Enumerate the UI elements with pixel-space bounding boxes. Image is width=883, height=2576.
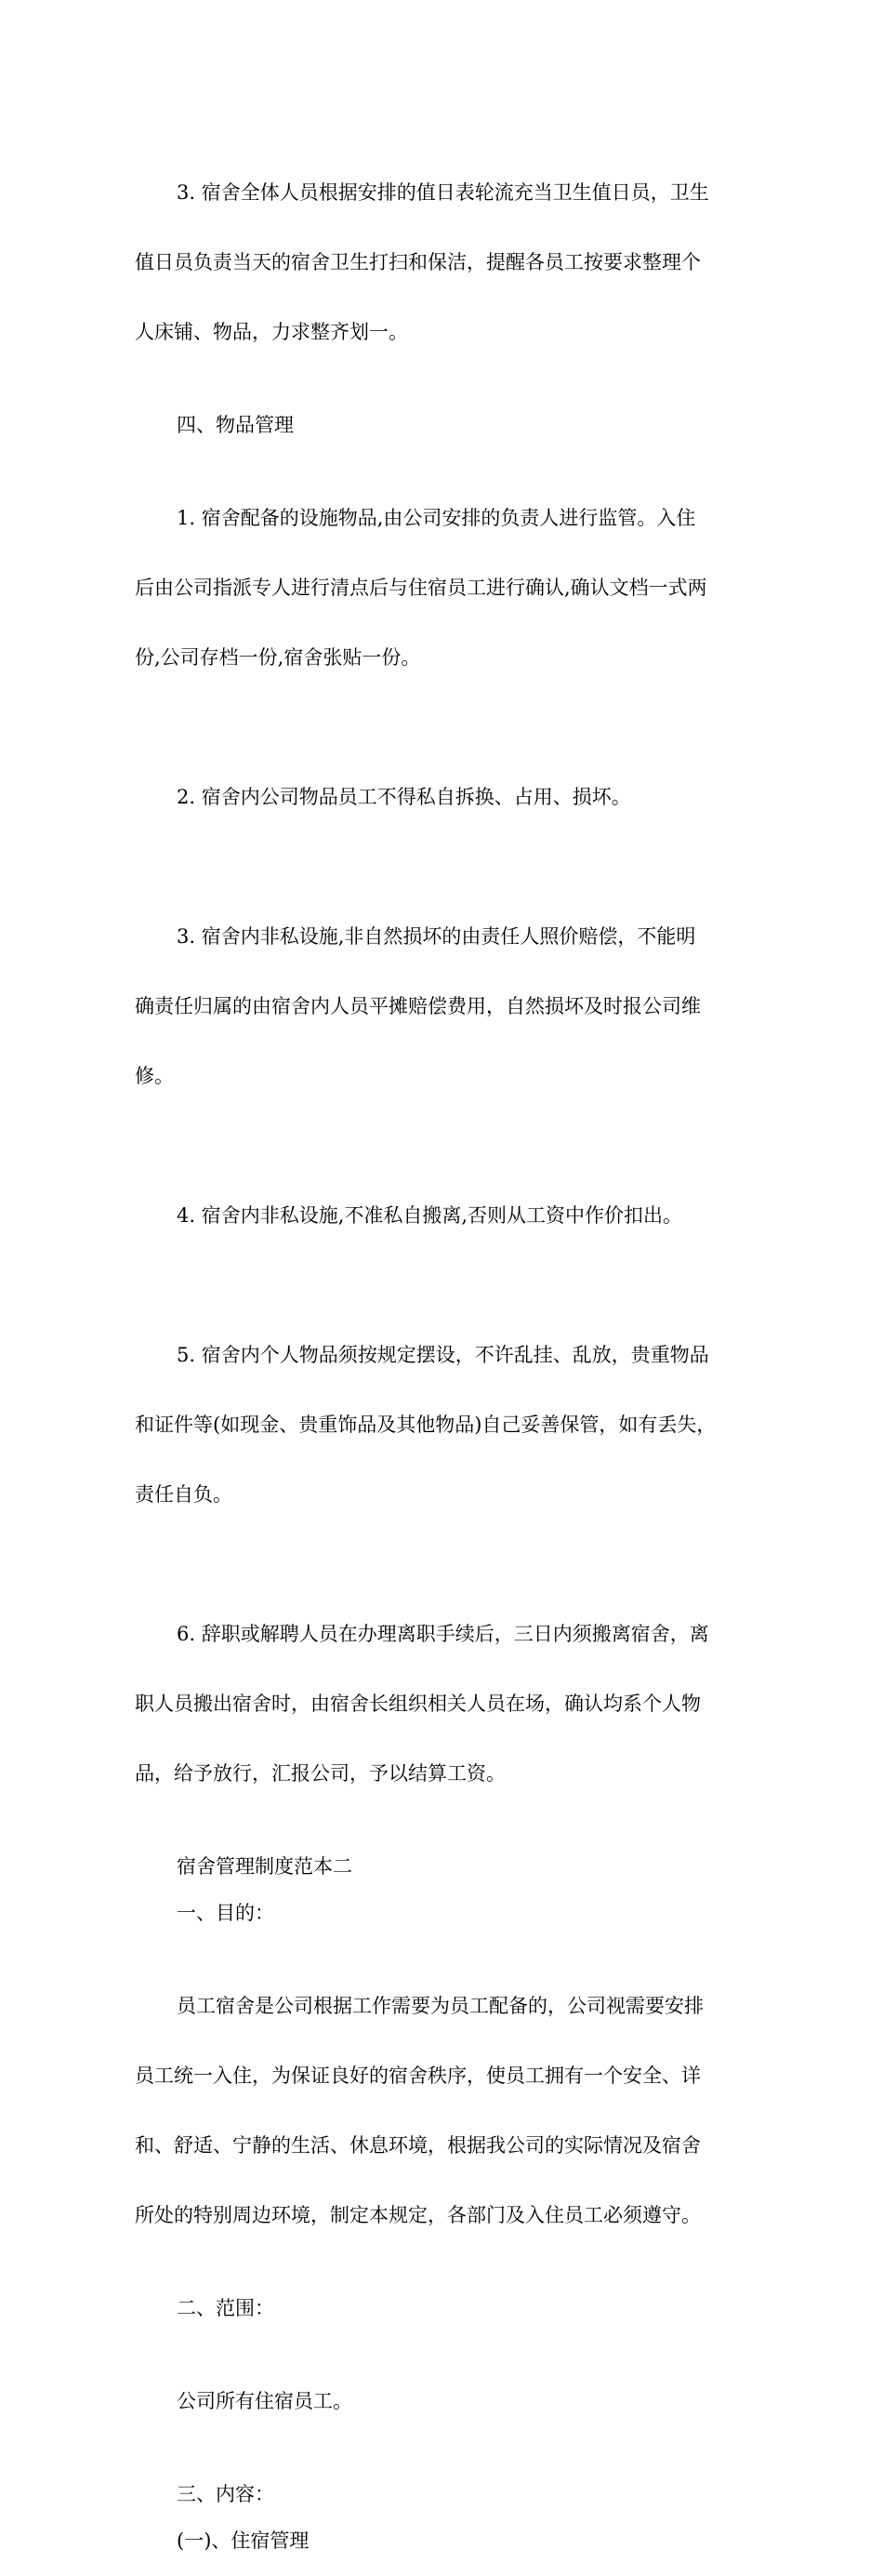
heading-text: 宿舍管理制度范本二: [177, 1855, 352, 1878]
paragraph-resignation-move-out: [135, 1576, 753, 1832]
paragraph-damage-compensation: [135, 879, 753, 1135]
text-line: 4. 宿舍内非私设施,不准私自搬离,否则从工资中作价扣出。: [177, 1204, 683, 1227]
text-line: 人床铺、物品，力求整齐划一。: [135, 321, 408, 343]
paragraph-facility-supervision: [135, 460, 753, 716]
text-line: 份,公司存档一份,宿舍张贴一份。: [135, 646, 421, 669]
text-line: 后由公司指派专人进行清点后与住宿员工进行确认,确认文档一式两: [135, 577, 707, 599]
text-line: 员工宿舍是公司根据工作需要为员工配备的，公司视需要安排: [177, 1995, 704, 2017]
text-line: 修。: [135, 1065, 174, 1087]
text-line: 和证件等(如现金、贵重饰品及其他物品)自己妥善保管，如有丢失，: [135, 1414, 717, 1436]
text-line: 员工统一入住，为保证良好的宿舍秩序，使员工拥有一个安全、详: [135, 2065, 701, 2087]
section-heading-scope: [135, 2297, 753, 2320]
text-line: 值日员负责当天的宿舍卫生打扫和保洁，提醒各员工按要求整理个: [135, 251, 701, 273]
paragraph-cleaning-duty: [135, 135, 753, 391]
paragraph-scope-body: [135, 2344, 753, 2460]
text-line: 3. 宿舍全体人员根据安排的值日表轮流充当卫生值日员，卫生: [177, 181, 709, 204]
paragraph-no-removal: [135, 1158, 753, 1274]
text-line: 品，给予放行，汇报公司，予以结算工资。: [135, 1762, 506, 1785]
heading-text: 四、物品管理: [177, 414, 294, 436]
text-line: 所处的特别周边环境，制定本规定，各部门及入住员工必须遵守。: [135, 2204, 701, 2226]
heading-text: (一)、住宿管理: [177, 2530, 310, 2552]
paragraph-no-swapping: [135, 739, 753, 856]
text-line: 责任自负。: [135, 1483, 232, 1506]
heading-text: 二、范围：: [177, 2297, 274, 2319]
document-page: [135, 135, 753, 2576]
text-line: 3. 宿舍内非私设施,非自然损坏的由责任人照价赔偿，不能明: [177, 925, 696, 948]
text-line: 2. 宿舍内公司物品员工不得私自拆换、占用、损坏。: [177, 786, 631, 808]
section-heading-content: [135, 2483, 753, 2506]
paragraph-personal-items: [135, 1297, 753, 1553]
heading-text: 一、目的：: [177, 1902, 274, 1924]
section-heading-items-management: [135, 414, 753, 437]
paragraph-purpose-body: [135, 1948, 753, 2274]
text-line: 1. 宿舍配备的设施物品,由公司安排的负责人进行监管。入住: [177, 507, 696, 529]
text-line: 职人员搬出宿舍时，由宿舍长组织相关人员在场，确认均系个人物: [135, 1693, 701, 1715]
section-heading-accommodation: [135, 2530, 753, 2553]
heading-text: 三、内容：: [177, 2483, 274, 2505]
text-line: 和、舒适、宁静的生活、休息环境，根据我公司的实际情况及宿舍: [135, 2134, 701, 2157]
text-line: 5. 宿舍内个人物品须按规定摆设，不许乱挂、乱放，贵重物品: [177, 1344, 709, 1366]
text-line: 公司所有住宿员工。: [177, 2390, 352, 2412]
section-heading-template-two: [135, 1855, 753, 1879]
text-line: 6. 辞职或解聘人员在办理离职手续后，三日内须搬离宿舍，离: [177, 1623, 709, 1645]
section-heading-purpose: [135, 1902, 753, 1925]
text-line: 确责任归属的由宿舍内人员平摊赔偿费用，自然损坏及时报公司维: [135, 995, 701, 1017]
